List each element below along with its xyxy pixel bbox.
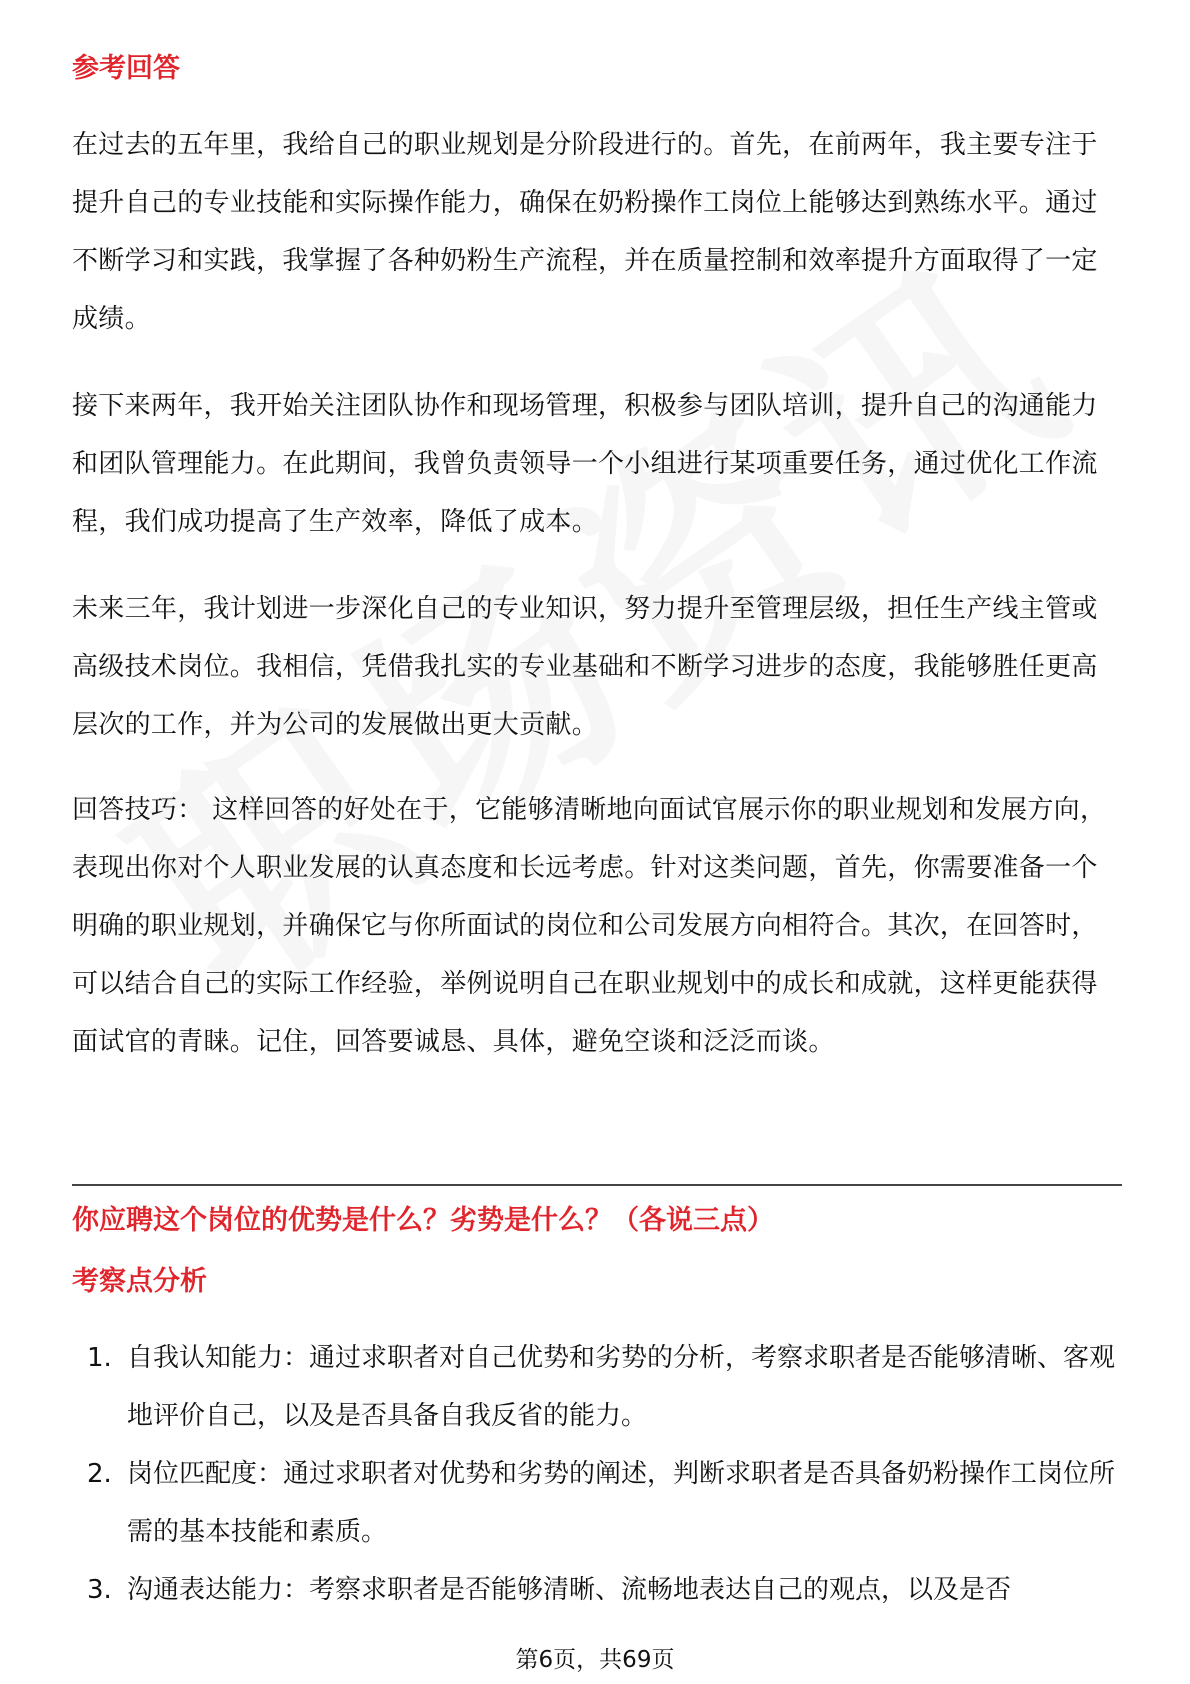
list-item	[72, 1329, 1122, 1445]
question-title: 你应聘这个岗位的优势是什么？劣势是什么？（各说三点）	[72, 1205, 774, 1236]
answer-paragraph-1: 在过去的五年里，我给自己的职业规划是分阶段进行的。首先，在前两年，我主要专注于提升自己的专业技能和实际操作能力，确保在奶粉操作工岗位上能够达到熟练水平。通过不断学习和实践，我掌握了各种奶粉生产流程，并在质量控制和效率提升方面取得了一定成绩。	[72, 130, 1098, 334]
list-item	[72, 1445, 1122, 1561]
list-item-text: 沟通表达能力：考察求职者是否能够清晰、流畅地表达自己的观点，以及是否	[127, 1575, 1012, 1605]
answer-paragraph-2: 接下来两年，我开始关注团队协作和现场管理，积极参与团队培训，提升自己的沟通能力和团队管理能力。在此期间，我曾负责领导一个小组进行某项重要任务，通过优化工作流程，我们成功提高了生产效率，降低了成本。	[72, 391, 1098, 537]
section-divider	[72, 1184, 1122, 1186]
reference-answer-title: 参考回答	[72, 53, 180, 84]
answer-tips-paragraph: 回答技巧： 这样回答的好处在于，它能够清晰地向面试官展示你的职业规划和发展方向，表现出你对个人职业发展的认真态度和长远考虑。针对这类问题，首先，你需要准备一个明确的职业规划，并确保它与你所面试的岗位和公司发展方向相符合。其次，在回答时，可以结合自己的实际工作经验，举例说明自己在职业规划中的成长和成就，这样更能获得面试官的青睐。记住，回答要诚恳、具体，避免空谈和泛泛而谈。	[72, 795, 1107, 1057]
page-number-footer: 第6页，共69页	[515, 1647, 675, 1673]
list-item-text: 自我认知能力：通过求职者对自己优势和劣势的分析，考察求职者是否能够清晰、客观地评价自己，以及是否具备自我反省的能力。	[127, 1343, 1116, 1431]
analysis-list	[72, 1329, 1122, 1619]
list-item-text: 岗位匹配度：通过求职者对优势和劣势的阐述，判断求职者是否具备奶粉操作工岗位所需的基本技能和素质。	[127, 1459, 1116, 1547]
list-item-number: 2.	[87, 1459, 112, 1489]
list-item	[72, 1561, 1122, 1619]
answer-paragraph-3: 未来三年，我计划进一步深化自己的专业知识，努力提升至管理层级，担任生产线主管或高级技术岗位。我相信，凭借我扎实的专业基础和不断学习进步的态度，我能够胜任更高层次的工作，并为公司的发展做出更大贡献。	[72, 594, 1098, 740]
list-item-number: 3.	[87, 1575, 112, 1605]
list-item-number: 1.	[87, 1343, 112, 1373]
analysis-title: 考察点分析	[72, 1266, 207, 1297]
